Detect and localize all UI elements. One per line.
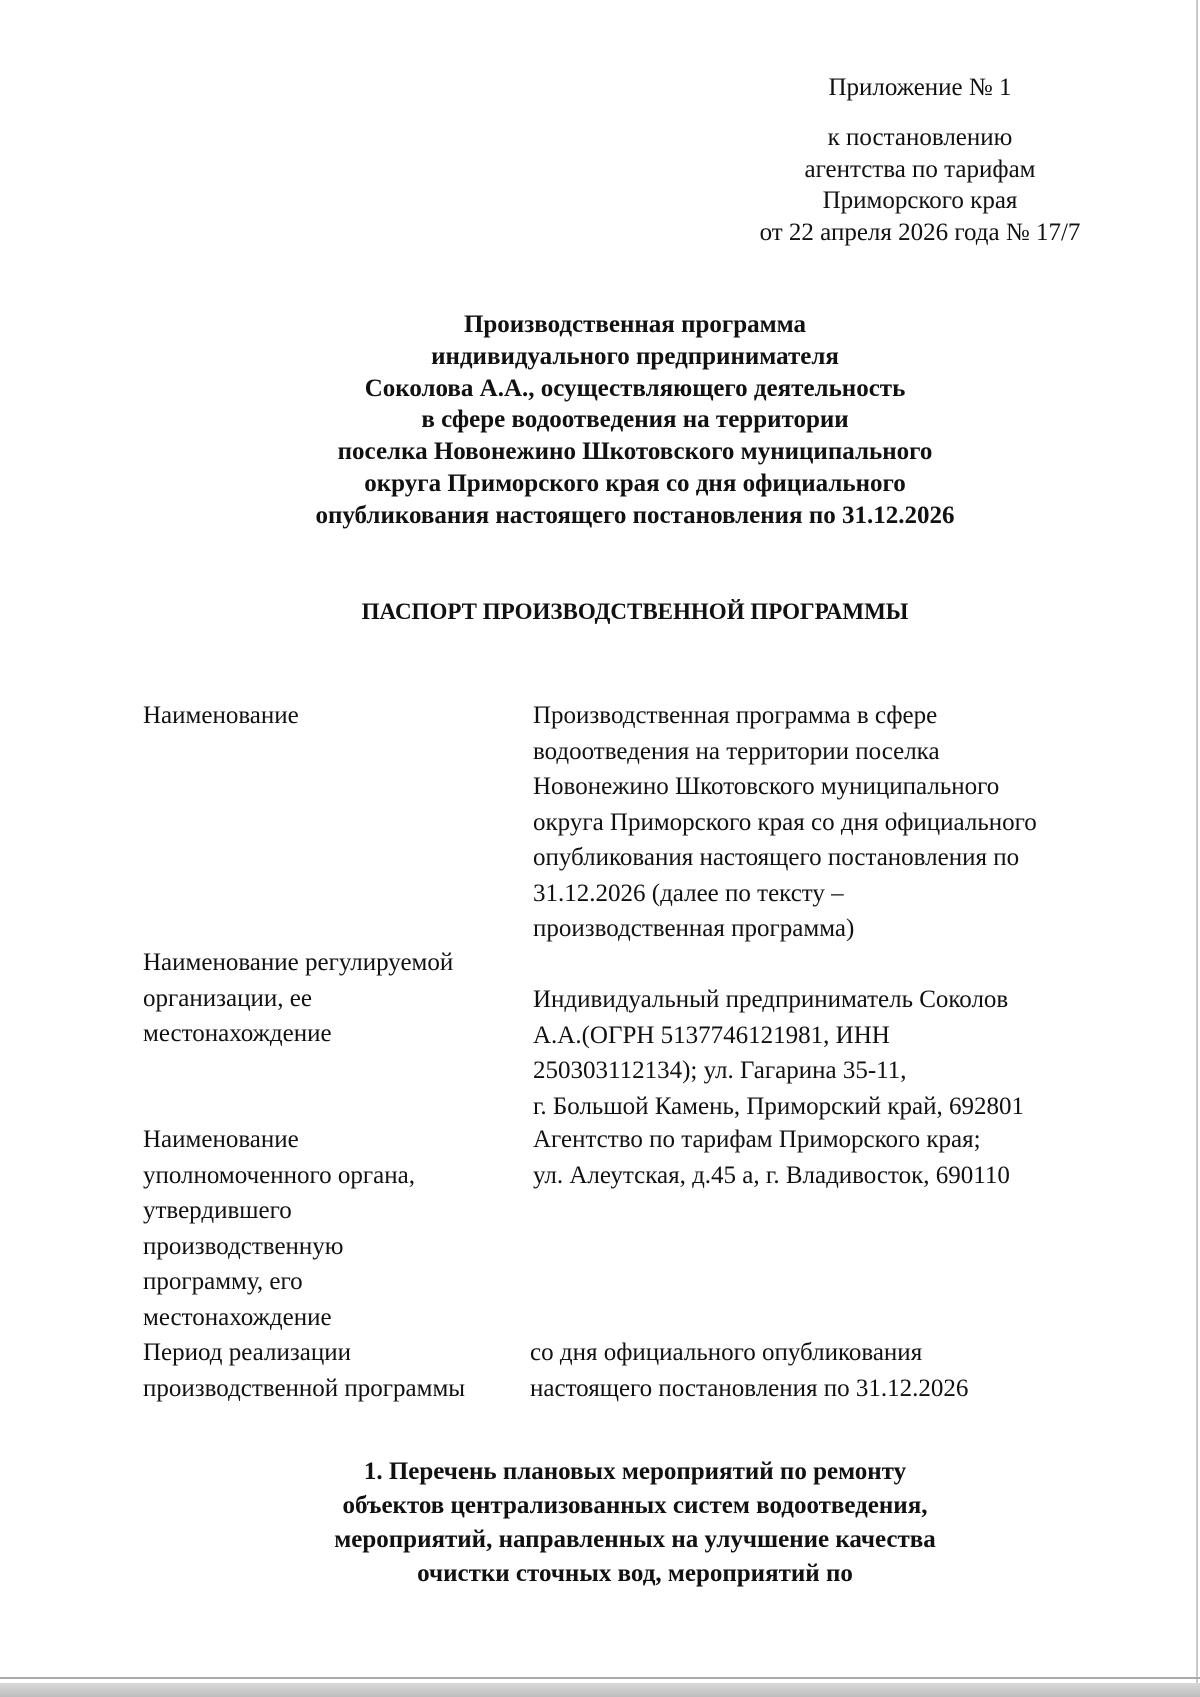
title-line: Производственная программа bbox=[463, 311, 807, 338]
value-line: производственная программа) bbox=[533, 915, 855, 942]
page-right-edge bbox=[1196, 0, 1198, 1697]
value-line: 31.12.2026 (далее по тексту – bbox=[533, 879, 844, 907]
appendix-line: Приморского края bbox=[822, 187, 1018, 214]
passport-row-organization-label bbox=[143, 945, 523, 1052]
value-line: А.А.(ОГРН 5137746121981, ИНН bbox=[533, 1021, 890, 1049]
appendix-line: от 22 апреля 2026 года № 17/7 bbox=[759, 218, 1081, 246]
value-line: со дня официального опубликования bbox=[530, 1339, 923, 1366]
value-line: Новонежино Шкотовского муниципального bbox=[533, 773, 1000, 800]
label-line: производственной программы bbox=[143, 1374, 466, 1402]
document-title bbox=[160, 309, 1110, 532]
appendix-reference bbox=[720, 122, 1120, 248]
label-line: уполномоченного органа, bbox=[143, 1161, 415, 1189]
label-line: местонахождение bbox=[143, 1020, 332, 1047]
value-line: водоотведения на территории поселка bbox=[533, 737, 940, 765]
page-bottom-edge-line bbox=[0, 1677, 1200, 1679]
value-line: г. Большой Камень, Приморский край, 692801 bbox=[533, 1092, 1024, 1120]
value-line: опубликования настоящего постановления по bbox=[533, 844, 1020, 871]
passport-row-name-label bbox=[143, 698, 523, 734]
value-line: округа Приморского края со дня официального bbox=[533, 808, 1037, 836]
passport-row-authority-value bbox=[533, 1122, 1153, 1193]
passport-heading: ПАСПОРТ ПРОИЗВОДСТВЕННОЙ ПРОГРАММЫ bbox=[361, 599, 909, 624]
label-line: программу, его bbox=[143, 1268, 303, 1295]
value-line: 250303112134); ул. Гагарина 35-11, bbox=[533, 1057, 907, 1084]
section-heading-line: 1. Перечень плановых мероприятий по ремонту bbox=[363, 1458, 907, 1485]
page-bottom-edge bbox=[0, 1683, 1200, 1697]
value-line: Агентство по тарифам Приморского края; bbox=[533, 1126, 981, 1153]
title-line: Соколова А.А., осуществляющего деятельность bbox=[364, 374, 906, 402]
passport-row-authority-label bbox=[143, 1122, 523, 1335]
value-line: Индивидуальный предприниматель Соколов bbox=[533, 986, 1009, 1013]
label-line: Период реализации bbox=[143, 1339, 351, 1366]
value-line: ул. Алеутская, д.45 а, г. Владивосток, 690110 bbox=[533, 1161, 1010, 1189]
title-line: поселка Новонежино Шкотовского муниципального bbox=[337, 438, 933, 466]
title-line: индивидуального предпринимателя bbox=[431, 342, 839, 370]
label-line: Наименование регулируемой bbox=[143, 949, 454, 976]
title-line: округа Приморского края со дня официального bbox=[364, 469, 906, 497]
section-1-heading bbox=[160, 1455, 1110, 1591]
title-line: опубликования настоящего постановления по 31.12.2026 bbox=[315, 501, 955, 529]
label-line: утвердившего bbox=[143, 1197, 292, 1224]
passport-row-period-label bbox=[143, 1335, 523, 1406]
appendix-title: Приложение № 1 bbox=[828, 74, 1012, 101]
passport-row-name-value bbox=[533, 698, 1153, 947]
label-line: производственную bbox=[143, 1232, 344, 1260]
section-heading-line: объектов централизованных систем водоотведения, bbox=[342, 1492, 928, 1519]
appendix-line: агентства по тарифам bbox=[804, 155, 1036, 183]
title-line: в сфере водоотведения на территории bbox=[421, 406, 849, 434]
passport-row-period-value bbox=[530, 1335, 1150, 1406]
label-line: организации, ее bbox=[143, 984, 312, 1012]
label-line: Наименование bbox=[143, 1126, 299, 1153]
passport-row-organization-value bbox=[533, 982, 1153, 1124]
value-line: Производственная программа в сфере bbox=[533, 702, 938, 729]
section-heading-line: очистки сточных вод, мероприятий по bbox=[417, 1560, 853, 1587]
value-line: настоящего постановления по 31.12.2026 bbox=[530, 1374, 969, 1402]
appendix-line: к постановлению bbox=[827, 124, 1013, 151]
section-heading-line: мероприятий, направленных на улучшение качества bbox=[334, 1526, 936, 1553]
label-line: местонахождение bbox=[143, 1303, 332, 1331]
label-line: Наименование bbox=[143, 702, 299, 729]
